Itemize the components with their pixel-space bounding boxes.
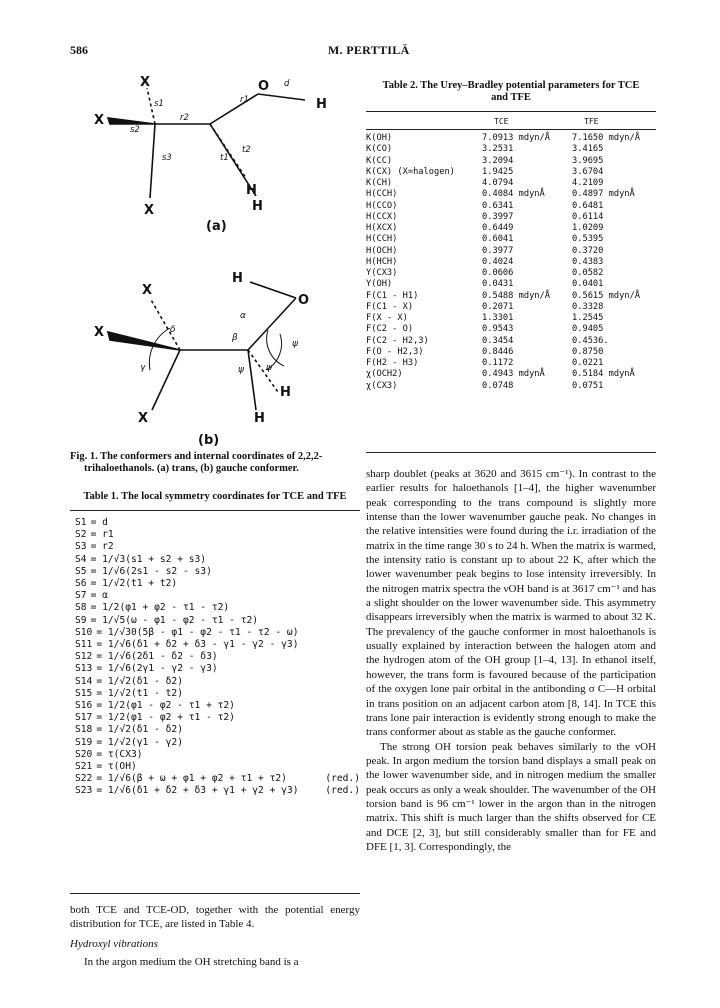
col-header-tce: TCE <box>494 117 509 126</box>
table-2-row <box>366 144 656 155</box>
coordinate-symbol: S1 <box>75 517 87 528</box>
parameter-label: K(CH) <box>366 178 393 188</box>
coordinate-definition <box>75 517 108 529</box>
coordinate-definition <box>75 688 183 700</box>
bond-c2-o-a <box>210 94 258 124</box>
coord-alpha: α <box>240 311 246 321</box>
tfe-value: 0.6481 <box>572 200 604 211</box>
coord-psi3: ψ <box>266 363 272 373</box>
bond-c1-x1-b <box>150 298 180 350</box>
coordinate-symbol: S21 <box>75 761 93 773</box>
table-1-row <box>75 688 360 700</box>
bond-o-h-b <box>250 282 296 298</box>
coord-t1: t1 <box>220 153 229 163</box>
atom-o-a: O <box>258 79 270 94</box>
tfe-value: 3.4165 <box>572 144 604 155</box>
tfe-value: 0.3328 <box>572 301 604 312</box>
tce-value: 7.0913 mdyn/Å <box>482 133 550 143</box>
parameter-label: Y(CX3) <box>366 268 398 278</box>
parameter-label: F(C2 - O) <box>366 324 414 335</box>
table-1-row <box>75 517 360 529</box>
coordinate-symbol: S3 <box>75 541 87 553</box>
table-2-row <box>366 381 656 392</box>
table-1-row <box>75 785 360 797</box>
coordinate-definition <box>75 663 218 675</box>
parameter-label: H(CCH) <box>366 189 398 200</box>
tce-value: 0.0606 <box>482 268 514 278</box>
coordinate-symbol: S22 <box>75 773 93 785</box>
tfe-value: 0.4897 mdynÅ <box>572 189 635 200</box>
parameter-label: H(CCX) <box>366 211 398 222</box>
parameter-label: H(OCH) <box>366 245 398 256</box>
table-2-bottom-rule <box>366 452 656 453</box>
atom-h2-a: H <box>252 199 263 214</box>
tce-value: 0.6341 <box>482 200 514 211</box>
coordinate-definition <box>75 529 114 541</box>
atom-h2-b: H <box>254 411 265 426</box>
coord-psi1: ψ <box>292 339 298 349</box>
tce-value: 0.4943 mdynÅ <box>482 369 545 380</box>
parameter-label: K(CX) (X=halogen) <box>366 166 455 177</box>
tfe-value: 0.5615 mdyn/Å <box>572 290 640 301</box>
parameter-label: H(XCX) <box>366 223 398 233</box>
table-1-row <box>75 761 360 773</box>
table-1-row <box>75 639 360 651</box>
paragraph: In the argon medium the OH stretching band is a <box>84 956 299 968</box>
coord-psi2: ψ <box>238 365 244 375</box>
tce-value: 3.2531 <box>482 144 514 155</box>
parameter-label: H(CCH) <box>366 234 398 245</box>
coordinate-expression: = r2 <box>90 541 114 553</box>
coord-s3: s3 <box>162 153 172 163</box>
section-heading: Hydroxyl vibrations <box>70 938 158 950</box>
tfe-value: 3.6704 <box>572 166 604 177</box>
right-column-text <box>366 467 656 854</box>
running-head-author: M. PERTTILÄ <box>328 43 410 57</box>
coordinate-expression: = 1/√2(δ1 - δ2) <box>96 724 183 736</box>
panel-b-label: (b) <box>198 433 220 448</box>
coordinate-expression: = r1 <box>90 529 114 541</box>
bond-c1-x3-b <box>152 350 180 410</box>
bond-c2-h2-b <box>248 350 256 410</box>
coordinate-expression: = α <box>90 590 108 602</box>
coordinate-definition <box>75 590 108 602</box>
coordinate-expression: = 1/√5(ω - φ1 - φ2 - τ1 - τ2) <box>90 614 259 626</box>
tce-value: 0.6449 <box>482 223 514 233</box>
tce-value: 0.5488 mdyn/Å <box>482 290 550 301</box>
coordinate-symbol: S12 <box>75 651 93 663</box>
tfe-value: 0.5184 mdynÅ <box>572 369 635 380</box>
panel-a-label: (a) <box>206 219 227 234</box>
left-column-text <box>70 903 360 969</box>
tfe-value: 4.2109 <box>572 178 604 188</box>
table-1-row <box>75 737 360 749</box>
coordinate-symbol: S2 <box>75 529 87 541</box>
coordinate-expression: = 1/2(φ1 - φ2 - τ1 + τ2) <box>96 700 235 712</box>
parameter-label: F(C2 - H2,3) <box>366 335 429 346</box>
coordinate-definition <box>75 554 206 566</box>
tce-value: 0.2071 <box>482 301 514 312</box>
table-2-row <box>366 302 656 313</box>
tfe-value: 0.0401 <box>572 279 604 290</box>
atom-h-o-b: H <box>232 271 243 286</box>
coordinate-symbol: S5 <box>75 565 87 577</box>
table-2-row <box>366 279 656 290</box>
table-2-row <box>366 257 656 268</box>
coord-delta: δ <box>170 325 176 335</box>
parameter-label: F(H2 - H3) <box>366 358 419 368</box>
coordinate-definition <box>75 676 183 688</box>
parameter-label: Y(OH) <box>366 279 393 290</box>
table-1-row <box>75 724 360 736</box>
tfe-value: 0.5395 <box>572 234 604 245</box>
tfe-value: 0.4383 <box>572 256 604 267</box>
table-2-row <box>366 246 656 257</box>
table-2-row <box>366 336 656 347</box>
coordinate-expression: = 1/√6(β + ω + φ1 + φ2 + τ1 + τ2) <box>96 773 287 785</box>
coordinate-definition <box>75 615 258 627</box>
tfe-value: 0.4536. <box>572 335 609 346</box>
coordinate-symbol: S23 <box>75 785 93 797</box>
table-1-row <box>75 590 360 602</box>
tce-value: 0.4024 <box>482 256 514 267</box>
coordinate-expression: = τ(OH) <box>96 761 137 773</box>
tce-value: 0.8446 <box>482 346 514 357</box>
caption-line-2: trihaloethanols. (a) trans, (b) gauche conformer. <box>84 463 299 474</box>
tfe-value: 0.0582 <box>572 268 604 278</box>
table-2-row <box>366 201 656 212</box>
col-header-tfe: TFE <box>584 117 599 126</box>
tce-value: 0.0748 <box>482 380 514 391</box>
table-1-row <box>75 663 360 675</box>
angle-arc-gamma <box>149 328 170 370</box>
paragraph: both TCE and TCE-OD, together with the potential energy distribution for TCE, are listed in Table 4. <box>70 904 360 930</box>
coordinate-expression: = 1/√6(2γ1 - γ2 - γ3) <box>96 663 218 675</box>
tfe-value: 0.8750 <box>572 346 604 357</box>
figure-1 <box>70 70 360 465</box>
coordinate-definition <box>75 578 177 590</box>
coordinate-symbol: S6 <box>75 578 87 590</box>
table-1-row <box>75 578 360 590</box>
atom-h-o-a: H <box>316 97 327 112</box>
parameter-label: F(O - H2,3) <box>366 346 424 357</box>
table-1-row <box>75 541 360 553</box>
bond-c1-x2-a <box>108 118 155 124</box>
table-2-row <box>366 178 656 189</box>
tfe-value: 0.6114 <box>572 211 604 222</box>
tfe-value: 0.3720 <box>572 245 604 256</box>
coordinate-expression: = 1/√30(5β - φ1 - φ2 - τ1 - τ2 - ω) <box>96 626 299 638</box>
table-1-row <box>75 615 360 627</box>
coordinate-definition <box>75 651 218 663</box>
table-2-row <box>366 313 656 324</box>
parameter-label: F(C1 - H1) <box>366 290 419 301</box>
coordinate-expression: = 1/√6(2s1 - s2 - s3) <box>90 565 212 577</box>
coordinate-symbol: S8 <box>75 602 87 614</box>
table-2-row <box>366 369 656 380</box>
table-1-row <box>75 676 360 688</box>
coordinate-expression: = 1/√2(γ1 - γ2) <box>96 736 183 748</box>
table-1-body <box>75 517 360 798</box>
tfe-value: 0.9405 <box>572 324 604 335</box>
parameter-label: F(X - X) <box>366 313 408 323</box>
coordinate-symbol: S4 <box>75 553 87 565</box>
parameter-label: χ(CX3) <box>366 380 398 391</box>
coordinate-definition <box>75 724 183 736</box>
table-2-row <box>366 133 656 144</box>
conformer-diagram <box>70 70 360 465</box>
atom-x2-b: X <box>94 325 105 340</box>
tfe-value: 1.0209 <box>572 223 604 233</box>
table-2-title-line-2: and TFE <box>491 92 531 103</box>
coordinate-symbol: S16 <box>75 700 93 712</box>
coordinate-symbol: S9 <box>75 614 87 626</box>
coordinate-expression: = 1/2(φ1 - φ2 + τ1 - τ2) <box>96 712 235 724</box>
coord-d: d <box>284 79 290 89</box>
atom-x2-a: X <box>94 113 105 128</box>
parameter-label: K(OH) <box>366 133 393 143</box>
table-1-row <box>75 749 360 761</box>
caption-line-1: Fig. 1. The conformers and internal coordinates of 2,2,2- <box>70 451 323 462</box>
table-2-header-rule <box>366 129 656 130</box>
redundant-note: (red.) <box>325 785 360 797</box>
coord-t2: t2 <box>242 145 251 155</box>
atom-x1-a: X <box>140 75 151 90</box>
parameter-label: K(CO) <box>366 144 393 155</box>
tce-value: 1.3301 <box>482 313 514 323</box>
tce-value: 0.3977 <box>482 245 514 256</box>
coordinate-symbol: S17 <box>75 712 93 724</box>
table-1-row <box>75 700 360 712</box>
page-number: 586 <box>70 43 88 57</box>
coordinate-expression: = 1/√3(s1 + s2 + s3) <box>90 553 207 565</box>
atom-h1-b: H <box>280 385 291 400</box>
coordinate-symbol: S19 <box>75 736 93 748</box>
coord-beta: β <box>232 333 238 343</box>
coordinate-expression: = 1/2(φ1 + φ2 - τ1 - τ2) <box>90 602 230 614</box>
table-2-row <box>366 268 656 279</box>
tce-value: 0.6041 <box>482 234 514 245</box>
coordinate-symbol: S10 <box>75 626 93 638</box>
coordinate-expression: = d <box>90 517 108 528</box>
table-2-row <box>366 291 656 302</box>
table-2-row <box>366 167 656 178</box>
table-1-row <box>75 566 360 578</box>
table-2-row <box>366 189 656 200</box>
tce-value: 0.3454 <box>482 335 514 346</box>
table-1-row <box>75 627 360 639</box>
tfe-value: 7.1650 mdyn/Å <box>572 133 640 143</box>
coordinate-definition <box>75 566 212 578</box>
coordinate-expression: = 1/√2(t1 - t2) <box>96 687 183 699</box>
table-1-row <box>75 602 360 614</box>
parameter-label: χ(OCH2) <box>366 369 403 380</box>
coordinate-definition <box>75 773 287 785</box>
table-2-row <box>366 212 656 223</box>
coordinate-symbol: S13 <box>75 663 93 675</box>
tce-value: 0.0431 <box>482 279 514 290</box>
bond-c1-x3-a <box>150 124 155 198</box>
bond-o-h-a <box>258 94 305 100</box>
table-2-title-line-1: Table 2. The Urey–Bradley potential parameters for TCE <box>382 80 640 91</box>
coordinate-definition <box>75 602 229 614</box>
coordinate-definition <box>75 541 114 553</box>
paragraph: The strong OH torsion peak behaves similarly to the νOH peak. In argon medium the torsion band displays a small peak on the lower wavenumber side, and in nitrogen medium the smaller peak occurs as only a weak shoulder. The wavenumber of the OH torsion band is 96 cm⁻¹ lower in the argon than in the nitrogen matrix. This shift is much larger than the shifts observed for CE and DCE [2, 3], but still considerably smaller than for FE and DFE [1, 3]. Correspondingly, the <box>366 740 656 853</box>
table-1-row <box>75 712 360 724</box>
table-2-row <box>366 156 656 167</box>
table-2-top-rule <box>366 111 656 112</box>
tce-value: 0.9543 <box>482 324 514 335</box>
table-2-row <box>366 234 656 245</box>
table-1-row <box>75 651 360 663</box>
table-1-bottom-rule <box>70 893 360 894</box>
parameter-label: K(CC) <box>366 155 393 166</box>
coordinate-definition <box>75 749 143 761</box>
coordinate-symbol: S14 <box>75 675 93 687</box>
coord-r2: r2 <box>180 113 189 123</box>
table-1-row <box>75 773 360 785</box>
coordinate-symbol: S7 <box>75 590 87 602</box>
table-2-row <box>366 324 656 335</box>
coordinate-definition <box>75 639 299 651</box>
coordinate-definition <box>75 785 299 797</box>
tce-value: 0.4084 mdynÅ <box>482 189 545 200</box>
tfe-value: 3.9695 <box>572 155 604 166</box>
tce-value: 1.9425 <box>482 166 514 177</box>
coord-s2: s2 <box>130 125 140 135</box>
atom-x1-b: X <box>142 283 153 298</box>
coordinate-symbol: S15 <box>75 687 93 699</box>
parameter-label: F(C1 - X) <box>366 301 414 312</box>
tfe-value: 0.0751 <box>572 380 604 391</box>
table-1-title: Table 1. The local symmetry coordinates for TCE and TFE <box>83 491 347 502</box>
figure-1-caption <box>70 451 360 475</box>
coordinate-definition <box>75 712 235 724</box>
tce-value: 0.3997 <box>482 211 514 222</box>
coordinate-symbol: S11 <box>75 639 93 651</box>
table-2-title <box>366 80 656 104</box>
coordinate-definition <box>75 737 183 749</box>
atom-h1-a: H <box>246 183 257 198</box>
coordinate-symbol: S18 <box>75 724 93 736</box>
redundant-note: (red.) <box>325 773 360 785</box>
atom-x3-a: X <box>144 203 155 218</box>
parameter-label: H(CCO) <box>366 200 398 211</box>
table-2-body <box>366 133 656 392</box>
tfe-value: 0.0221 <box>572 358 604 368</box>
bond-c2-o-b <box>248 298 296 350</box>
table-1-row <box>75 554 360 566</box>
table-1-top-rule <box>70 510 360 511</box>
coordinate-symbol: S20 <box>75 748 93 760</box>
table-2-row <box>366 347 656 358</box>
coordinate-expression: = 1/√2(δ1 - δ2) <box>96 675 183 687</box>
table-1-row <box>75 529 360 541</box>
tfe-value: 1.2545 <box>572 313 604 323</box>
coordinate-definition <box>75 627 299 639</box>
table-2-row <box>366 223 656 234</box>
coordinate-expression: = 1/√6(δ1 + δ2 + δ3 - γ1 - γ2 - γ3) <box>96 639 299 651</box>
coordinate-definition <box>75 761 137 773</box>
atom-x3-b: X <box>138 411 149 426</box>
coordinate-definition <box>75 700 235 712</box>
coordinate-expression: = 1/√6(2δ1 - δ2 - δ3) <box>96 651 218 663</box>
coord-r1: r1 <box>240 95 249 105</box>
coord-s1: s1 <box>154 99 164 109</box>
coordinate-expression: = 1/√2(t1 + t2) <box>90 578 178 590</box>
coordinate-expression: = 1/√6(δ1 + δ2 + δ3 + γ1 + γ2 + γ3) <box>96 785 299 797</box>
coord-gamma: γ <box>140 363 146 373</box>
tce-value: 4.0794 <box>482 178 514 188</box>
parameter-label: H(HCH) <box>366 256 398 267</box>
coordinate-expression: = τ(CX3) <box>96 748 143 760</box>
paragraph: sharp doublet (peaks at 3620 and 3615 cm⁻¹). In contrast to the earlier results for haloethanols [1–4], the higher wavenumber peak corresponding to the trans compound is slightly more intense than the lower wavenumber gauche peak. No changes in the relative intensities were found during the i.r. irradiation of the matrix in the time range 30 s to 24 h. When the matrix is warmed, the intensity ratio is constant up to about 22 K, after which the lower wavenumber peak begins to lose intensity irreversibly. In the nitrogen matrix spectra the νOH band is at 3617 cm⁻¹ and has a slight shoulder on the lower wavenumber side. This asymmetry disappears irreversibly when the matrix is warmed to about 32 K. The prevalency of the gauche conformer in most haloethanols is usually explained by interaction between the halogen atom and the hydrogen atom of the OH group [1–4, 13]. In ethanol itself, however, the trans form is favoured because of the participation of the oxygen lone pair orbital in the antibonding σ C—H orbital in trans position on an adjacent carbon atom [8, 14]. In TCE this trans lone pair interaction is evidently strong enough to make the trans conformer about as stable as the gauche conformer. <box>366 468 657 739</box>
atom-o-b: O <box>298 293 310 308</box>
table-2-row <box>366 358 656 369</box>
tce-value: 0.1172 <box>482 358 514 368</box>
tce-value: 3.2094 <box>482 155 514 166</box>
